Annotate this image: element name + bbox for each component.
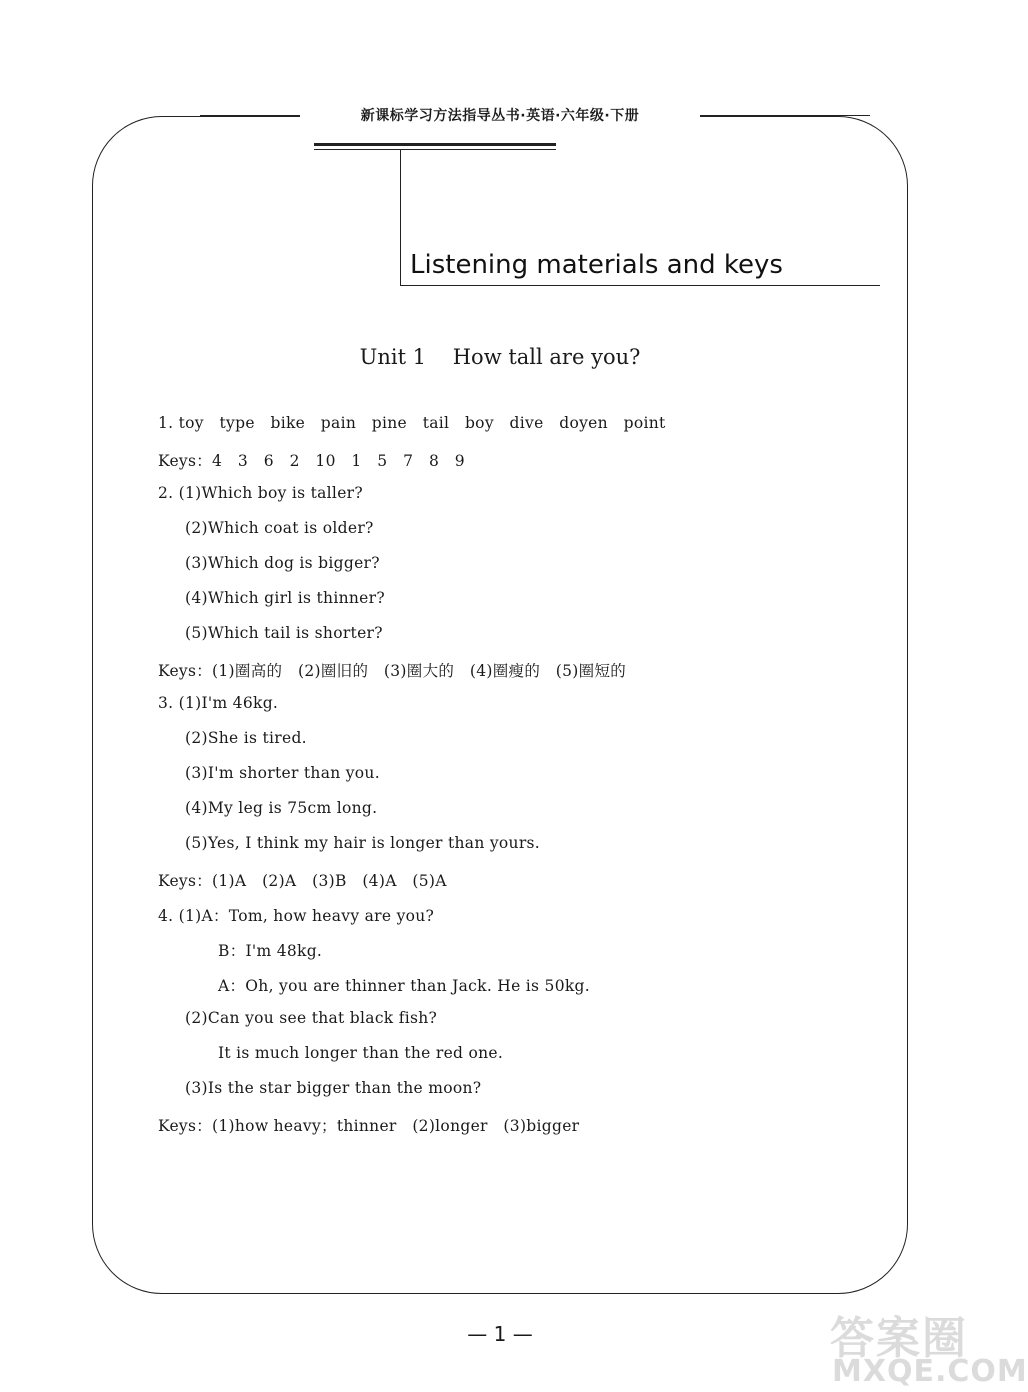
series-header: 新课标学习方法指导丛书·英语·六年级·下册 <box>300 102 700 130</box>
exercise-3-item-2: (2)She is tired. <box>185 729 307 747</box>
exercise-3-item-1: 3. (1)I'm 46kg. <box>158 694 279 712</box>
watermark-logo <box>826 1302 1028 1389</box>
exercise-2-item-3: (3)Which dog is bigger? <box>185 554 380 572</box>
exercise-2-keys: Keys：(1)圈高的 (2)圈旧的 (3)圈大的 (4)圈瘦的 (5)圈短的 <box>158 662 627 680</box>
exercise-4-item-2: (2)Can you see that black fish? <box>185 1009 438 1027</box>
exercise-2-item-5: (5)Which tail is shorter? <box>185 624 383 642</box>
exercise-1-keys: Keys：4 3 6 2 10 1 5 7 8 9 <box>158 452 465 470</box>
exercise-4-item-2-cont: It is much longer than the red one. <box>218 1044 504 1062</box>
exercise-4-item-1-a: 4. (1)A：Tom, how heavy are you? <box>158 907 435 925</box>
exercise-1-words: 1. toy type bike pain pine tail boy dive doyen point <box>158 414 666 432</box>
exercise-4-keys: Keys：(1)how heavy；thinner (2)longer (3)bigger <box>158 1117 580 1135</box>
exercise-4-item-3: (3)Is the star bigger than the moon? <box>185 1079 482 1097</box>
exercise-3-keys: Keys：(1)A (2)A (3)B (4)A (5)A <box>158 872 447 890</box>
title-vertical-rule <box>400 150 401 286</box>
exercise-3-item-5: (5)Yes, I think my hair is longer than yours. <box>185 834 541 852</box>
title-horizontal-rule <box>400 285 880 286</box>
exercise-2-item-2: (2)Which coat is older? <box>185 519 374 537</box>
exercise-3-item-3: (3)I'm shorter than you. <box>185 764 380 782</box>
title-bar-thick <box>314 143 556 146</box>
exercise-4-item-1-a2: A：Oh, you are thinner than Jack. He is 50kg. <box>218 977 590 995</box>
unit-title: Unit 1 How tall are you? <box>359 345 641 369</box>
section-title: Listening materials and keys <box>410 250 783 280</box>
watermark-bottom-text: MXQE.COM <box>832 1354 1028 1389</box>
exercise-2-item-1: 2. (1)Which boy is taller? <box>158 484 363 502</box>
header-rule-right <box>680 115 870 116</box>
exercise-3-item-4: (4)My leg is 75cm long. <box>185 799 378 817</box>
page-number: — 1 — <box>467 1322 533 1346</box>
watermark-top-text: 答案圈 <box>830 1313 968 1364</box>
exercise-4-item-1-b: B：I'm 48kg. <box>218 942 323 960</box>
title-bar-thin <box>314 149 556 150</box>
exercise-2-item-4: (4)Which girl is thinner? <box>185 589 385 607</box>
